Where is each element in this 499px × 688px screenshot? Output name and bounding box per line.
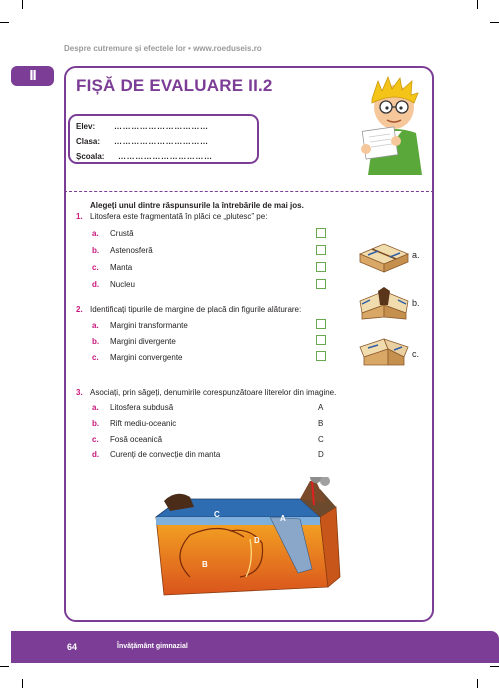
chapter-tab: II <box>11 66 54 86</box>
instructions: Alegeți unul dintre răspunsurile la întrebările de mai jos. <box>90 201 304 210</box>
plate-tectonics-diagram <box>150 477 342 601</box>
section-divider <box>64 191 434 192</box>
q2-option-checkbox[interactable] <box>316 335 326 345</box>
q1-text: Litosfera este fragmentată în plăci ce „plutesc” pe: <box>90 212 268 221</box>
q2-option-label: Margini divergente <box>110 337 176 346</box>
figure-label-b: b. <box>412 298 420 308</box>
scoala-field[interactable]: …………………………… <box>118 152 213 161</box>
elev-row <box>76 122 209 131</box>
q3-number: 3. <box>76 388 83 397</box>
q3-answer-letter[interactable]: D <box>318 450 324 459</box>
diagram-label-a: A <box>280 514 286 523</box>
q1-option-checkbox[interactable] <box>316 279 326 289</box>
q1-option-label: Crustă <box>110 229 134 238</box>
q2-number: 2. <box>76 305 83 314</box>
q1-option-letter: d. <box>92 280 100 289</box>
q3-answer-letter[interactable]: A <box>318 403 324 412</box>
diagram-label-b: B <box>202 560 208 569</box>
q2-option-letter: a. <box>92 321 99 330</box>
q3-option-label: Litosfera subdusă <box>110 403 174 412</box>
q2-option-label: Margini transformante <box>110 321 188 330</box>
diagram-label-d: D <box>254 536 260 545</box>
q1-option-letter: c. <box>92 263 99 272</box>
elev-label: Elev: <box>76 122 96 131</box>
q3-answer-letter[interactable]: C <box>318 435 324 444</box>
q1-option-checkbox[interactable] <box>316 228 326 238</box>
q3-option-letter: c. <box>92 435 99 444</box>
q1-option-label: Nucleu <box>110 280 135 289</box>
crop-mark <box>477 0 478 9</box>
q2-option-checkbox[interactable] <box>316 319 326 329</box>
q1-option-letter: b. <box>92 246 100 255</box>
page-number: 64 <box>67 642 78 652</box>
student-cartoon-illustration <box>356 75 432 175</box>
q3-option-letter: a. <box>92 403 99 412</box>
divergent-boundary-figure <box>358 287 410 321</box>
clasa-field[interactable]: …………………………… <box>114 137 209 146</box>
figure-label-c: c. <box>412 349 420 359</box>
q2-option-letter: c. <box>92 353 99 362</box>
crop-mark <box>0 22 9 23</box>
page-title: FIȘĂ DE EVALUARE II.2 <box>76 76 273 95</box>
q1-option-label: Astenosferă <box>110 246 153 255</box>
q2-option-letter: b. <box>92 337 100 346</box>
clasa-label: Clasa: <box>76 137 101 146</box>
q1-number: 1. <box>76 212 83 221</box>
footer-text: Învățământ gimnazial <box>117 643 188 650</box>
q3-text: Asociați, prin săgeți, denumirile corespunzătoare literelor din imagine. <box>90 388 337 397</box>
q2-text: Identificați tipurile de margine de placă din figurile alăturare: <box>90 305 302 314</box>
q1-option-label: Manta <box>110 263 133 272</box>
q2-option-checkbox[interactable] <box>316 351 326 361</box>
clasa-row <box>76 137 209 146</box>
crop-mark <box>477 679 478 688</box>
transform-boundary-figure <box>358 240 410 274</box>
q1-option-checkbox[interactable] <box>316 262 326 272</box>
crop-mark <box>22 679 23 688</box>
q3-option-label: Rift mediu-oceanic <box>110 419 177 428</box>
q3-option-label: Fosă oceanică <box>110 435 163 444</box>
q3-answer-letter[interactable]: B <box>318 419 324 428</box>
q2-option-label: Margini convergente <box>110 353 183 362</box>
diagram-label-c: C <box>214 510 220 519</box>
crop-mark <box>490 666 499 667</box>
q3-option-label: Curenți de convecție din manta <box>110 450 221 459</box>
elev-field[interactable]: …………………………… <box>114 122 209 131</box>
page-footer <box>11 631 499 663</box>
crop-mark <box>490 22 499 23</box>
q1-option-checkbox[interactable] <box>316 245 326 255</box>
scoala-label: Școala: <box>76 152 105 161</box>
running-header: Despre cutremure și efectele lor • www.roedu​seis.ro <box>64 44 262 53</box>
scoala-row <box>76 152 213 161</box>
q3-option-letter: d. <box>92 450 100 459</box>
q1-option-letter: a. <box>92 229 99 238</box>
crop-mark <box>0 666 9 667</box>
convergent-boundary-figure <box>358 335 410 369</box>
crop-mark <box>22 0 23 9</box>
figure-label-a: a. <box>412 250 420 260</box>
q3-option-letter: b. <box>92 419 100 428</box>
